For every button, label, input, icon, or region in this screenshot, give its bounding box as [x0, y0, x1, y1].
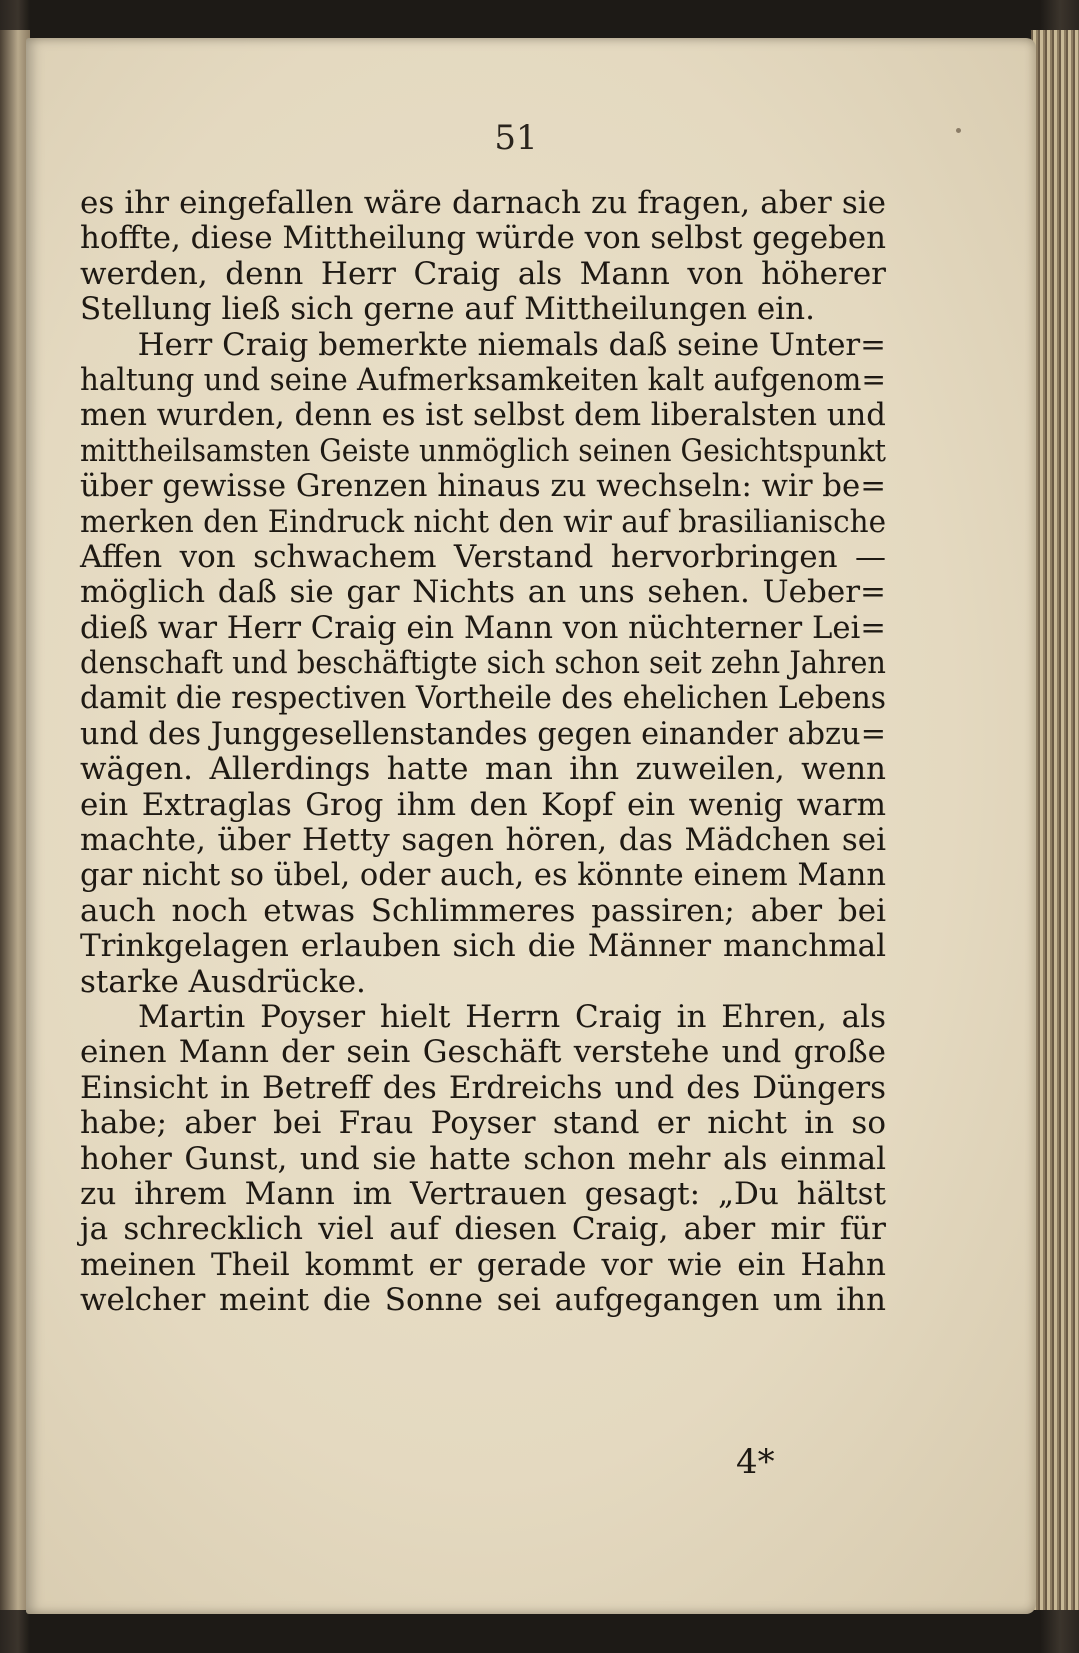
- paragraph-start-line: Martin Poyser hielt Herrn Craig in Ehren, als: [138, 998, 886, 1035]
- text-line: habe; aber bei Frau Poyser stand er nicht in so: [80, 1105, 886, 1142]
- book-page: [26, 38, 1036, 1614]
- text-line: über gewisse Grenzen hinaus zu wechseln: wir be=: [80, 468, 887, 505]
- page-number: 51: [494, 118, 538, 158]
- text-line: haltung und seine Aufmerksamkeiten kalt aufgenom=: [80, 361, 886, 398]
- text-line: auch noch etwas Schlimmeres passiren; aber bei: [80, 892, 886, 929]
- text-line: damit die respectiven Vortheile des ehelichen Lebens: [80, 680, 887, 717]
- text-line: starke Ausdrücke.: [80, 963, 366, 1000]
- text-line: Einsicht in Betreff des Erdreichs und des Düngers: [80, 1069, 886, 1106]
- text-line: ja schrecklich viel auf diesen Craig, aber mir für: [80, 1211, 886, 1248]
- text-line: es ihr eingefallen wäre darnach zu fragen, aber sie: [80, 185, 886, 221]
- text-line: Affen von schwachem Verstand hervorbringen —: [80, 538, 886, 575]
- text-line: mittheilsamsten Geiste unmöglich seinen Gesichtspunkt: [80, 432, 887, 469]
- text-line: werden, denn Herr Craig als Mann von höherer: [80, 255, 886, 292]
- text-line: machte, über Hetty sagen hören, das Mädchen sei: [80, 822, 886, 859]
- page-stack-edge: [1031, 30, 1079, 1610]
- text-line: zu ihrem Mann im Vertrauen gesagt: „Du hältst: [80, 1175, 886, 1212]
- text-line: Stellung ließ sich gerne auf Mittheilungen ein.: [80, 291, 815, 328]
- text-line: einen Mann der sein Geschäft verstehe und große: [80, 1034, 886, 1071]
- text-line: Trinkgelagen erlauben sich die Männer manchmal: [80, 928, 886, 965]
- text-line: merken den Eindruck nicht den wir auf brasilianische: [80, 503, 887, 540]
- text-line: ein Extraglas Grog ihm den Kopf ein wenig warm: [80, 786, 886, 823]
- text-line: denschaft und beschäftigte sich schon seit zehn Jahren: [80, 645, 886, 682]
- text-line: möglich daß sie gar Nichts an uns sehen. Ueber=: [80, 574, 886, 611]
- text-line: welcher meint die Sonne sei aufgegangen um ihn: [80, 1282, 886, 1319]
- text-line: hoher Gunst, und sie hatte schon mehr als einmal: [80, 1140, 886, 1177]
- text-line: meinen Theil kommt er gerade vor wie ein Hahn: [80, 1246, 886, 1283]
- text-line: und des Junggesellenstandes gegen einander abzu=: [80, 715, 887, 752]
- paragraph-start-line: Herr Craig bemerkte niemals daß seine Unter=: [137, 326, 887, 363]
- text-line: gar nicht so übel, oder auch, es könnte einem Mann: [80, 857, 887, 894]
- text-line: wägen. Allerdings hatte man ihn zuweilen, wenn: [80, 751, 886, 788]
- text-line: dieß war Herr Craig ein Mann von nüchterner Lei=: [80, 609, 887, 646]
- body-text: [80, 186, 886, 1319]
- text-line: men wurden, denn es ist selbst dem liberalsten und: [80, 397, 886, 434]
- signature-mark: 4*: [736, 1442, 775, 1482]
- text-line: hoffte, diese Mittheilung würde von selbst gegeben: [80, 220, 886, 257]
